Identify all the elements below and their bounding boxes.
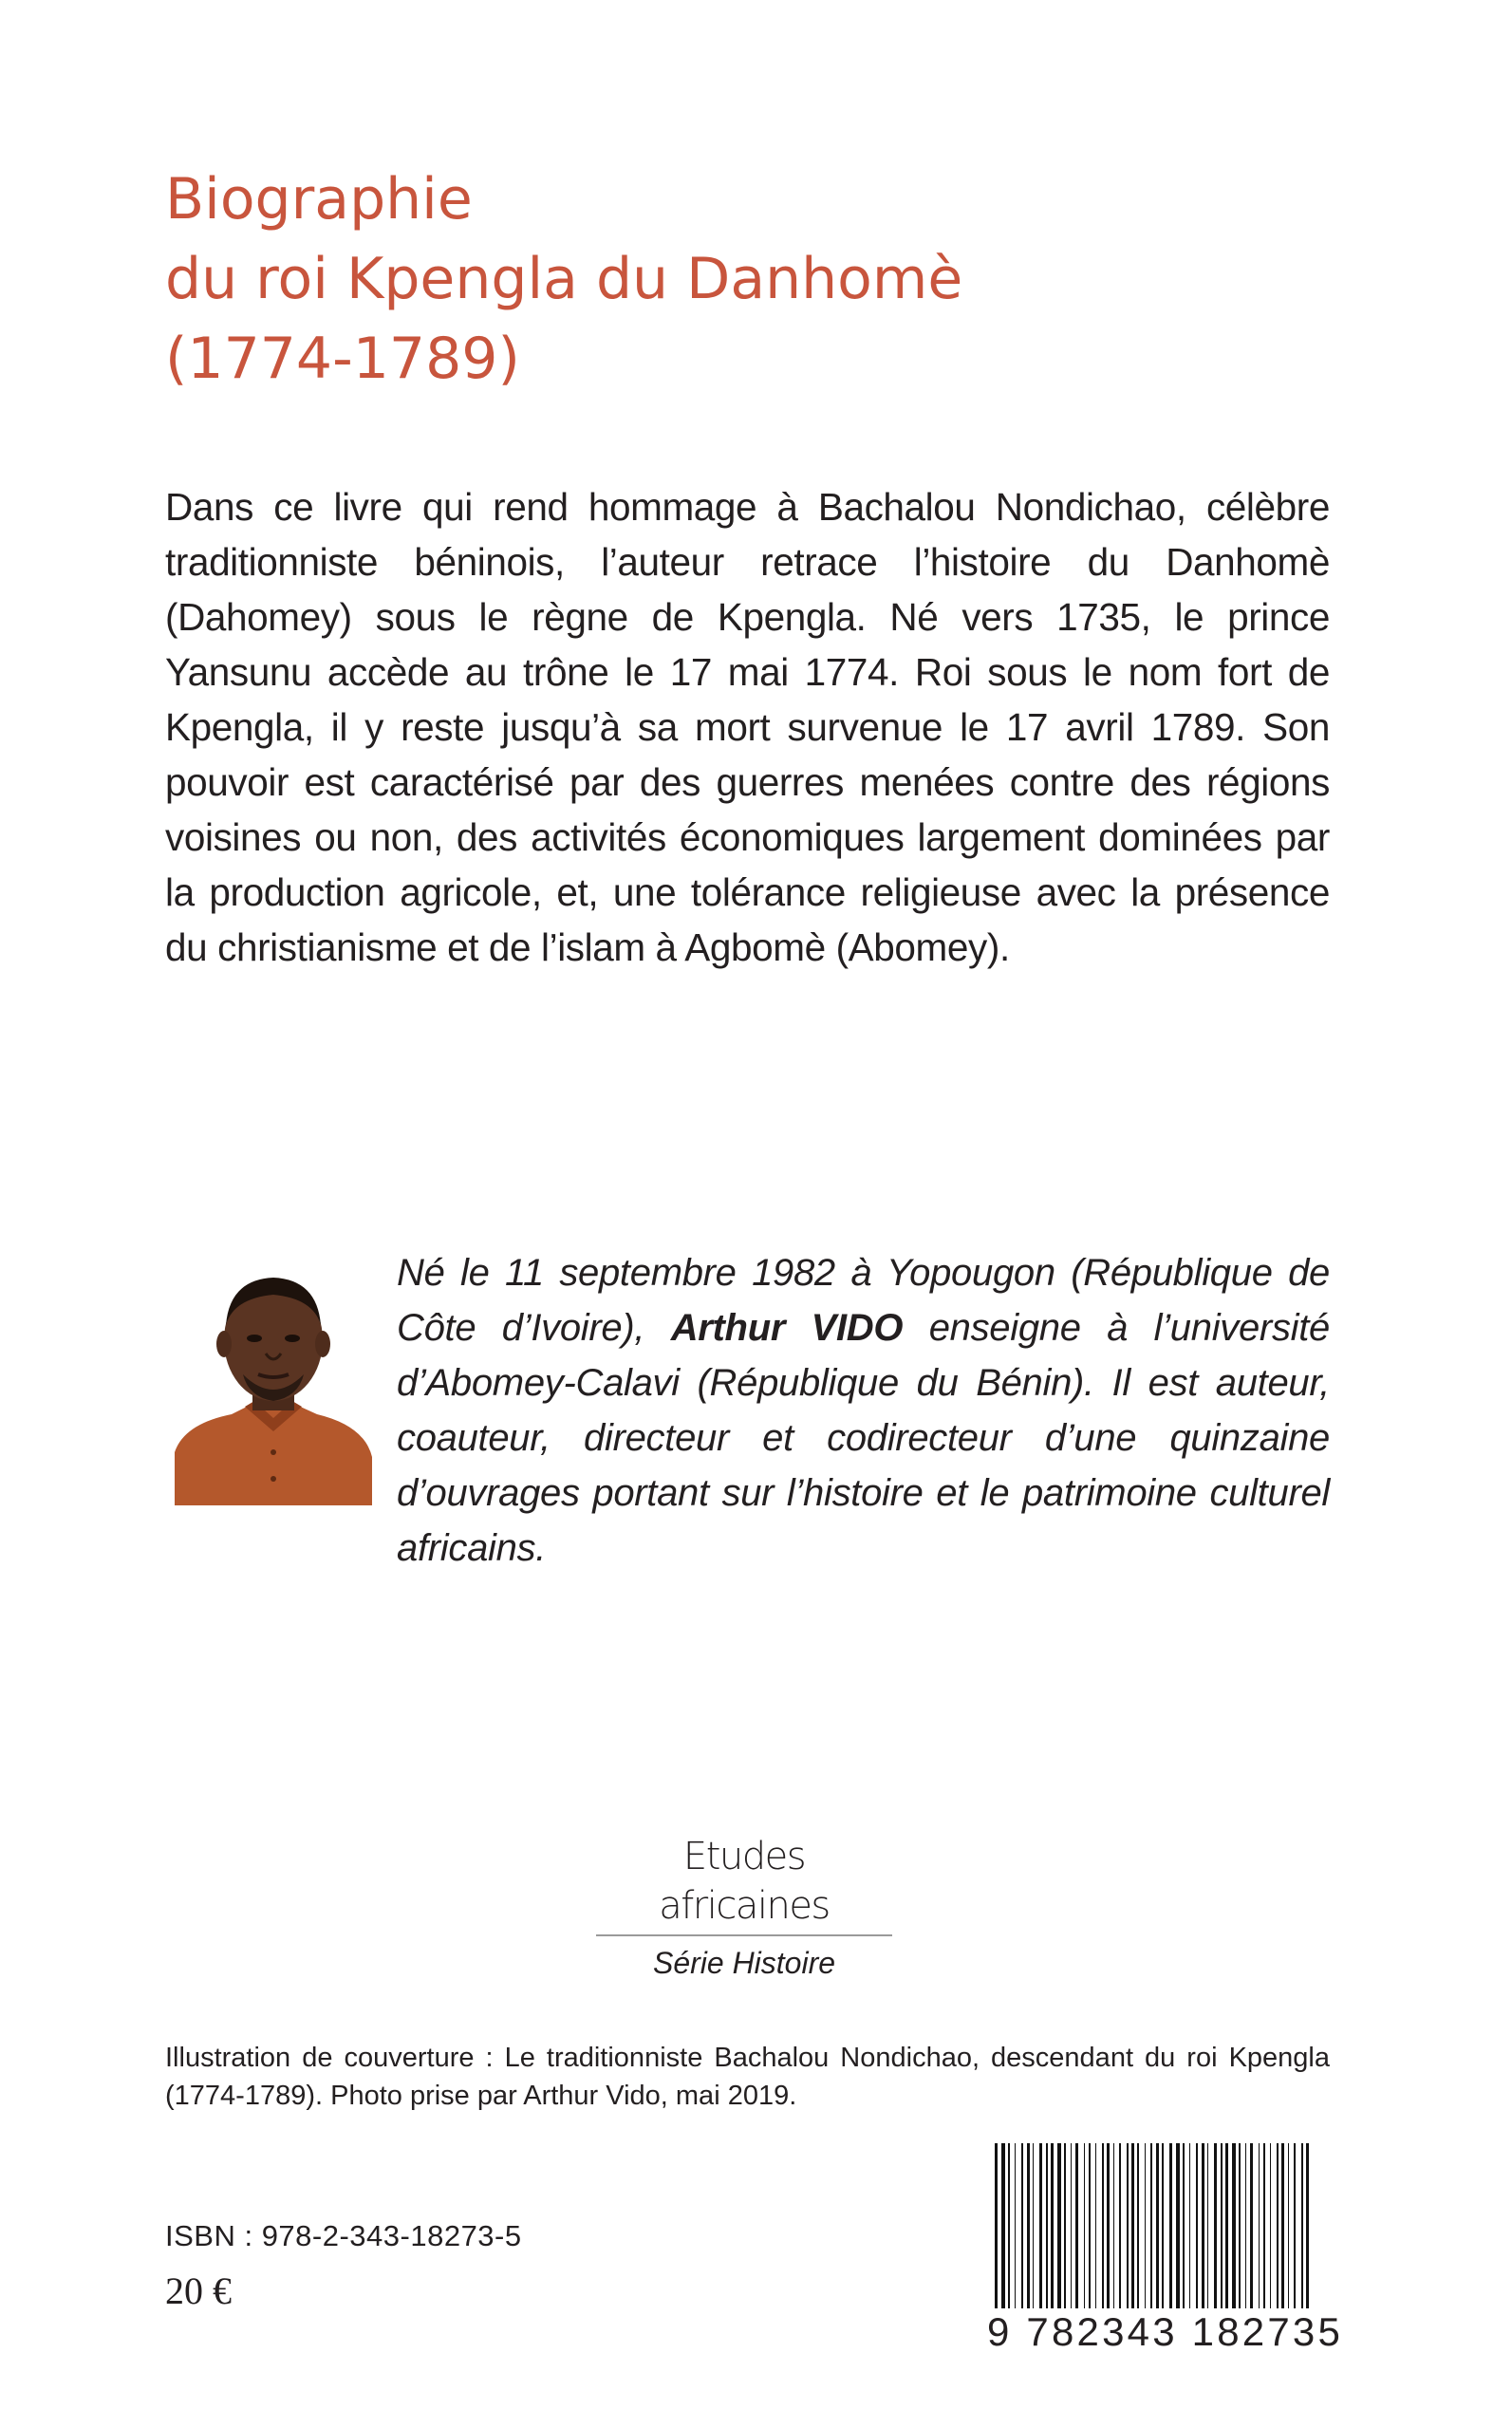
- barcode-bar: [1202, 2143, 1204, 2310]
- barcode-bar: [1046, 2143, 1048, 2310]
- barcode-bar: [1039, 2143, 1042, 2310]
- barcode-bar: [1281, 2143, 1284, 2310]
- barcode-bar: [1051, 2143, 1054, 2310]
- barcode-bar: [1156, 2143, 1159, 2310]
- book-title: [165, 159, 962, 399]
- barcode-bar: [1057, 2143, 1061, 2310]
- author-portrait-image: [175, 1262, 372, 1505]
- barcode-bar: [1127, 2143, 1129, 2310]
- collection-block: [596, 1832, 892, 1984]
- barcode-bar: [1150, 2143, 1152, 2310]
- barcode-bar: [1225, 2143, 1228, 2310]
- barcode-bar: [1270, 2143, 1271, 2310]
- barcode-digits: 9 782343 182735: [987, 2309, 1343, 2354]
- barcode-bar: [1239, 2143, 1241, 2310]
- collection-divider: [596, 1934, 892, 1936]
- cover-credit: Illustration de couverture : Le traditionniste Bachalou Nondichao, descendant du roi Kpengla (1774-1789). Photo prise par Arthur Vido, mai 2019.: [165, 2043, 1330, 2111]
- title-line-2: du roi Kpengla du Danhomè: [165, 246, 963, 312]
- barcode-bar: [1075, 2143, 1078, 2310]
- barcode-bar: [1119, 2143, 1121, 2310]
- barcode-bar: [1221, 2143, 1223, 2310]
- price: 20 €: [165, 2269, 232, 2312]
- barcode-bar: [1250, 2143, 1253, 2310]
- barcode-bar: [1214, 2143, 1217, 2310]
- barcode-bar: [1015, 2143, 1016, 2310]
- author-name: Arthur VIDO: [670, 1307, 904, 1349]
- title-line-1: Biographie: [165, 166, 473, 233]
- barcode-bar: [1033, 2143, 1034, 2310]
- barcode-bar: [1162, 2143, 1164, 2310]
- barcode-bar: [1064, 2143, 1066, 2310]
- barcode-bar: [1137, 2143, 1139, 2310]
- barcode-bar: [1263, 2143, 1265, 2310]
- isbn: ISBN : 978-2-343-18273-5: [165, 2219, 522, 2252]
- barcode-bar: [1102, 2143, 1104, 2310]
- barcode-bar: [1232, 2143, 1236, 2310]
- barcode-bar: [1145, 2143, 1146, 2310]
- barcode-bar: [1113, 2143, 1114, 2310]
- barcode-bar: [1021, 2143, 1023, 2310]
- barcode-bar: [1183, 2143, 1185, 2310]
- barcode-bar: [1027, 2143, 1030, 2310]
- barcode-bar: [1189, 2143, 1190, 2310]
- barcode-bar: [1095, 2143, 1096, 2310]
- barcode-bar: [1107, 2143, 1110, 2310]
- title-line-3: (1774-1789): [165, 326, 520, 392]
- barcode-bar: [1207, 2143, 1208, 2310]
- barcode-bar: [1131, 2143, 1134, 2310]
- barcode-bar: [1294, 2143, 1296, 2310]
- barcode-bar: [1277, 2143, 1279, 2310]
- collection-name: Etudes africaines: [659, 1835, 830, 1928]
- collection-series: Série Histoire: [652, 1946, 836, 1980]
- barcode-bar: [1196, 2143, 1198, 2310]
- barcode-bar: [1245, 2143, 1246, 2310]
- barcode-bar: [1084, 2143, 1085, 2310]
- author-photo: [175, 1262, 372, 1505]
- barcode-bar: [1288, 2143, 1289, 2310]
- book-summary: Dans ce livre qui rend hommage à Bachalou Nondichao, célèbre traditionniste béninois, l’auteur retrace l’histoire du Danhomè (Dahomey) sous le règne de Kpengla. Né vers 1735, le prince Yansunu accède au trône le 17 mai 1774. Roi sous le nom fort de Kpengla, il y reste jusqu’à sa mort survenue le 17 avril 1789. Son pouvoir est caractérisé par des guerres menées contre des régions voisines ou non, des activités économiques largement dominées par la production agricole, et, une tolérance religieuse avec la présence du christianisme et de l’islam à Agbomè (Abomey).: [165, 485, 1330, 969]
- barcode-bar: [1008, 2143, 1010, 2310]
- barcode-bar: [1259, 2143, 1260, 2310]
- barcode-bar: [1071, 2143, 1072, 2310]
- author-bio: Né le 11 septembre 1982 à Yopougon (République de Côte d’Ivoire), Arthur VIDO enseigne à l’université d’Abomey-Calavi (République du Bénin). Il est auteur, coauteur, directeur et codirecteur d’une quinzaine d’ouvrages portant sur l’histoire et le patrimoine culturel africains.: [397, 1252, 1330, 1569]
- barcode-bar: [1089, 2143, 1091, 2310]
